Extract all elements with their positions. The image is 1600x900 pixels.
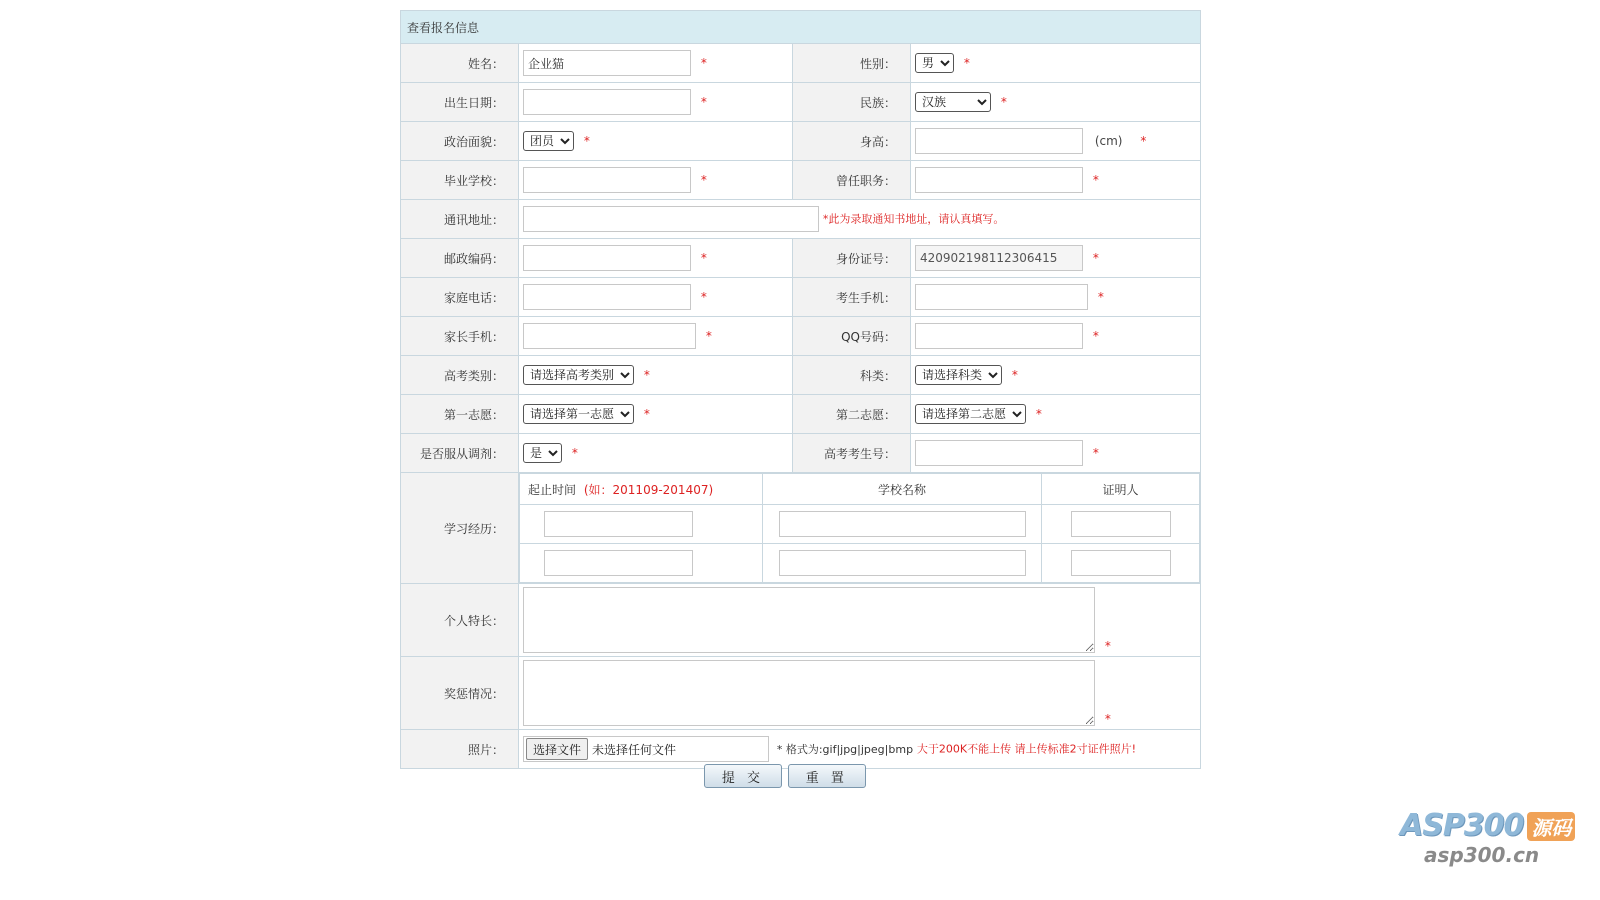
position-input[interactable] (915, 167, 1083, 193)
school-input[interactable] (523, 167, 691, 193)
position-label: 曾任职务： (793, 161, 911, 200)
required-mark: * (1000, 95, 1007, 109)
form-title: 查看报名信息 (401, 11, 1201, 44)
required-mark: * (1011, 368, 1018, 382)
registration-form (400, 10, 1200, 769)
school-label: 毕业学校： (401, 161, 519, 200)
required-mark: * (1092, 173, 1099, 187)
birth-label: 出生日期： (401, 83, 519, 122)
watermark-badge: 源码 (1527, 812, 1575, 841)
required-mark: * (700, 251, 707, 265)
political-select[interactable] (523, 131, 574, 151)
ethnic-label: 民族： (793, 83, 911, 122)
ethnic-select[interactable] (915, 92, 991, 112)
height-unit: (cm) (1094, 134, 1123, 148)
choice1-label: 第一志愿： (401, 395, 519, 434)
col-time-header (520, 474, 763, 505)
choice2-label: 第二志愿： (793, 395, 911, 434)
awards-label: 奖惩情况： (401, 657, 519, 730)
edu-time-input[interactable] (544, 511, 693, 537)
awards-textarea[interactable] (523, 660, 1095, 726)
education-label: 学习经历： (401, 473, 519, 584)
required-mark: * (583, 134, 590, 148)
address-input[interactable] (523, 206, 819, 232)
edu-school-input[interactable] (779, 550, 1026, 576)
required-mark: * (1104, 639, 1111, 653)
required-mark: * (1104, 712, 1111, 726)
registration-table (400, 10, 1201, 769)
col-time-label: 起止时间 (528, 482, 577, 497)
photo-format: * 格式为:gif|jpg|jpeg|bmp (776, 742, 914, 756)
height-label: 身高： (793, 122, 911, 161)
reset-button[interactable]: 重 置 (788, 764, 866, 788)
education-row (520, 505, 1200, 544)
specialty-label: 个人特长： (401, 584, 519, 657)
choice2-select[interactable] (915, 404, 1026, 424)
parentmobile-label: 家长手机： (401, 317, 519, 356)
watermark-url: asp300.cn (1424, 843, 1540, 867)
address-label: 通讯地址： (401, 200, 519, 239)
edu-time-input[interactable] (544, 550, 693, 576)
required-mark: * (1092, 329, 1099, 343)
examno-label: 高考考生号： (793, 434, 911, 473)
required-mark: * (705, 329, 712, 343)
examno-input[interactable] (915, 440, 1083, 466)
submit-button[interactable]: 提 交 (704, 764, 782, 788)
form-buttons (704, 764, 868, 788)
edu-school-input[interactable] (779, 511, 1026, 537)
specialty-textarea[interactable] (523, 587, 1095, 653)
required-mark: * (1035, 407, 1042, 421)
address-note: *此为录取通知书地址，请认真填写。 (822, 212, 1005, 226)
gender-label: 性别： (793, 44, 911, 83)
name-label: 姓名： (401, 44, 519, 83)
homephone-input[interactable] (523, 284, 691, 310)
required-mark: * (700, 95, 707, 109)
required-mark: * (643, 407, 650, 421)
adjust-label: 是否服从调剂： (401, 434, 519, 473)
choice1-select[interactable] (523, 404, 634, 424)
political-label: 政治面貌： (401, 122, 519, 161)
watermark (1400, 808, 1600, 878)
edu-witness-input[interactable] (1071, 550, 1171, 576)
col-time-hint: (如：201109-201407) (583, 482, 714, 497)
subject-select[interactable] (915, 365, 1002, 385)
required-mark: * (1140, 134, 1147, 148)
examtype-label: 高考类别： (401, 356, 519, 395)
col-school-header: 学校名称 (763, 474, 1042, 505)
postcode-label: 邮政编码： (401, 239, 519, 278)
homephone-label: 家庭电话： (401, 278, 519, 317)
qq-label: QQ号码： (793, 317, 911, 356)
photo-label: 照片： (401, 730, 519, 769)
col-witness-header: 证明人 (1042, 474, 1200, 505)
required-mark: * (571, 446, 578, 460)
gender-select[interactable] (915, 53, 954, 73)
subject-label: 科类： (793, 356, 911, 395)
photo-file-input[interactable] (523, 736, 769, 762)
choose-file-button[interactable]: 选择文件 (526, 738, 588, 760)
education-row (520, 544, 1200, 583)
birth-input[interactable] (523, 89, 691, 115)
required-mark: * (643, 368, 650, 382)
photo-format-note (777, 743, 913, 756)
required-mark: * (1092, 446, 1099, 460)
idcard-input[interactable] (915, 245, 1083, 271)
mobile-input[interactable] (915, 284, 1088, 310)
photo-warning: 大于200K不能上传 请上传标准2寸证件照片! (916, 742, 1137, 756)
height-input[interactable] (915, 128, 1083, 154)
file-status: 未选择任何文件 (592, 742, 677, 757)
required-mark: * (700, 173, 707, 187)
watermark-logo: ASP300 (1400, 808, 1524, 843)
mobile-label: 考生手机： (793, 278, 911, 317)
idcard-label: 身份证号： (793, 239, 911, 278)
required-mark: * (700, 290, 707, 304)
required-mark: * (1097, 290, 1104, 304)
adjust-select[interactable] (523, 443, 562, 463)
education-table (519, 473, 1200, 583)
examtype-select[interactable] (523, 365, 634, 385)
postcode-input[interactable] (523, 245, 691, 271)
name-input[interactable] (523, 50, 691, 76)
required-mark: * (963, 56, 970, 70)
parentmobile-input[interactable] (523, 323, 696, 349)
qq-input[interactable] (915, 323, 1083, 349)
required-mark: * (700, 56, 707, 70)
edu-witness-input[interactable] (1071, 511, 1171, 537)
required-mark: * (1092, 251, 1099, 265)
